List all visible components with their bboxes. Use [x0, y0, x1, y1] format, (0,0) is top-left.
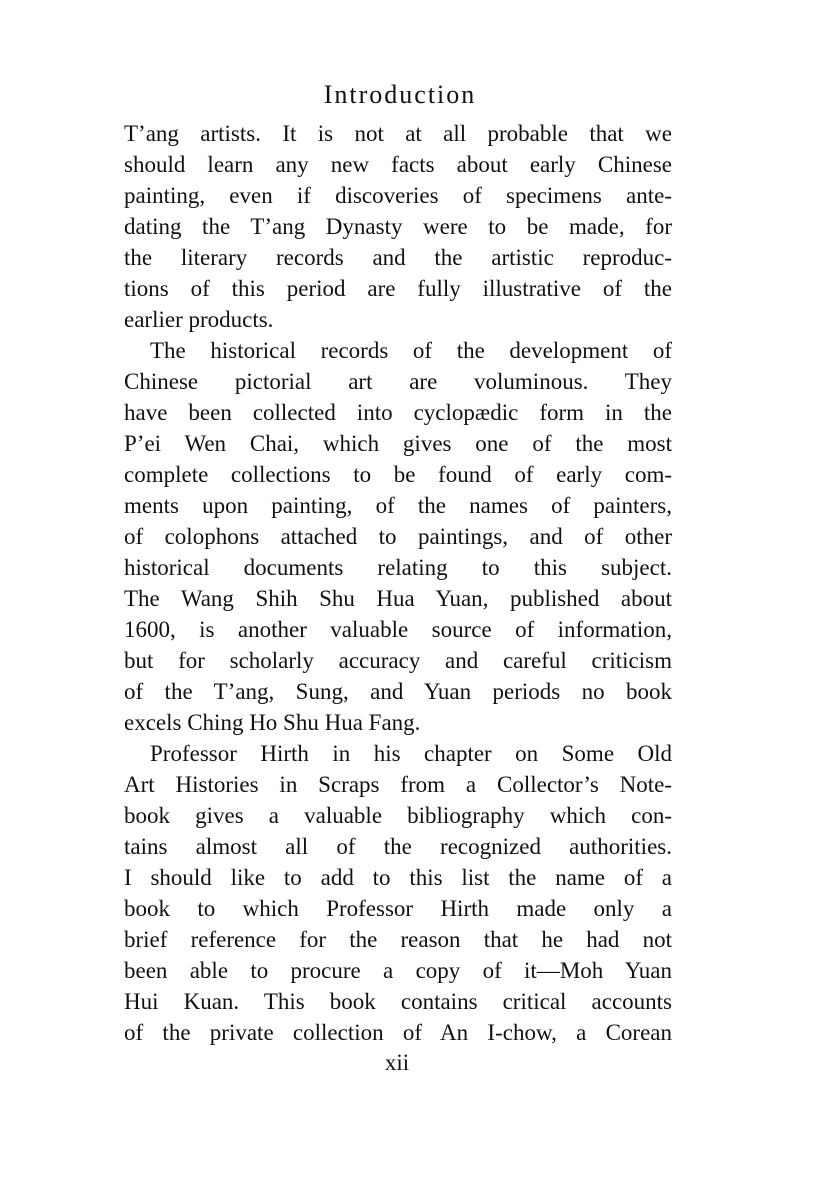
text-line: Art Histories in Scraps from a Collector’s Note- [124, 772, 672, 797]
text-line: book gives a valuable bibliography which con- [124, 803, 672, 828]
text-line: of colophons attached to paintings, and of other [124, 524, 672, 549]
text-line: tions of this period are fully illustrative of the [124, 276, 672, 301]
text-line: T’ang artists. It is not at all probable that we [124, 121, 672, 146]
text-line: 1600, is another valuable source of information, [124, 617, 672, 642]
text-line: complete collections to be found of early com- [124, 462, 672, 487]
paragraph-first-line: Professor Hirth in his chapter on Some Old [150, 741, 672, 766]
text-line: of the private collection of An I-chow, a Corean [124, 1020, 672, 1045]
text-line: Chinese pictorial art are voluminous. They [124, 369, 672, 394]
body-text [124, 118, 672, 1048]
text-line: brief reference for the reason that he had not [124, 927, 672, 952]
text-line: excels Ching Ho Shu Hua Fang. [124, 710, 421, 735]
text-line: P’ei Wen Chai, which gives one of the most [124, 431, 672, 456]
paragraph-first-line: The historical records of the development of [150, 338, 672, 363]
text-line: been able to procure a copy of it—Moh Yuan [124, 958, 672, 983]
text-line: tains almost all of the recognized authorities. [124, 834, 672, 859]
text-line: Hui Kuan. This book contains critical accounts [124, 989, 672, 1014]
text-line: painting, even if discoveries of specimens ante- [124, 183, 672, 208]
text-line: earlier products. [124, 307, 274, 332]
text-line: of the T’ang, Sung, and Yuan periods no book [124, 679, 672, 704]
text-line: historical documents relating to this subject. [124, 555, 672, 580]
text-line: dating the T’ang Dynasty were to be made, for [124, 214, 672, 239]
text-line: The Wang Shih Shu Hua Yuan, published about [124, 586, 672, 611]
text-line: but for scholarly accuracy and careful criticism [124, 648, 672, 673]
text-line: the literary records and the artistic reproduc- [124, 245, 672, 270]
running-header: Introduction [323, 80, 477, 109]
text-line: I should like to add to this list the name of a [124, 865, 672, 890]
text-line: book to which Professor Hirth made only a [124, 896, 672, 921]
text-line: ments upon painting, of the names of painters, [124, 493, 672, 518]
text-line: have been collected into cyclopædic form in the [124, 400, 672, 425]
text-line: should learn any new facts about early Chinese [124, 152, 672, 177]
page-number: xii [384, 1050, 410, 1075]
